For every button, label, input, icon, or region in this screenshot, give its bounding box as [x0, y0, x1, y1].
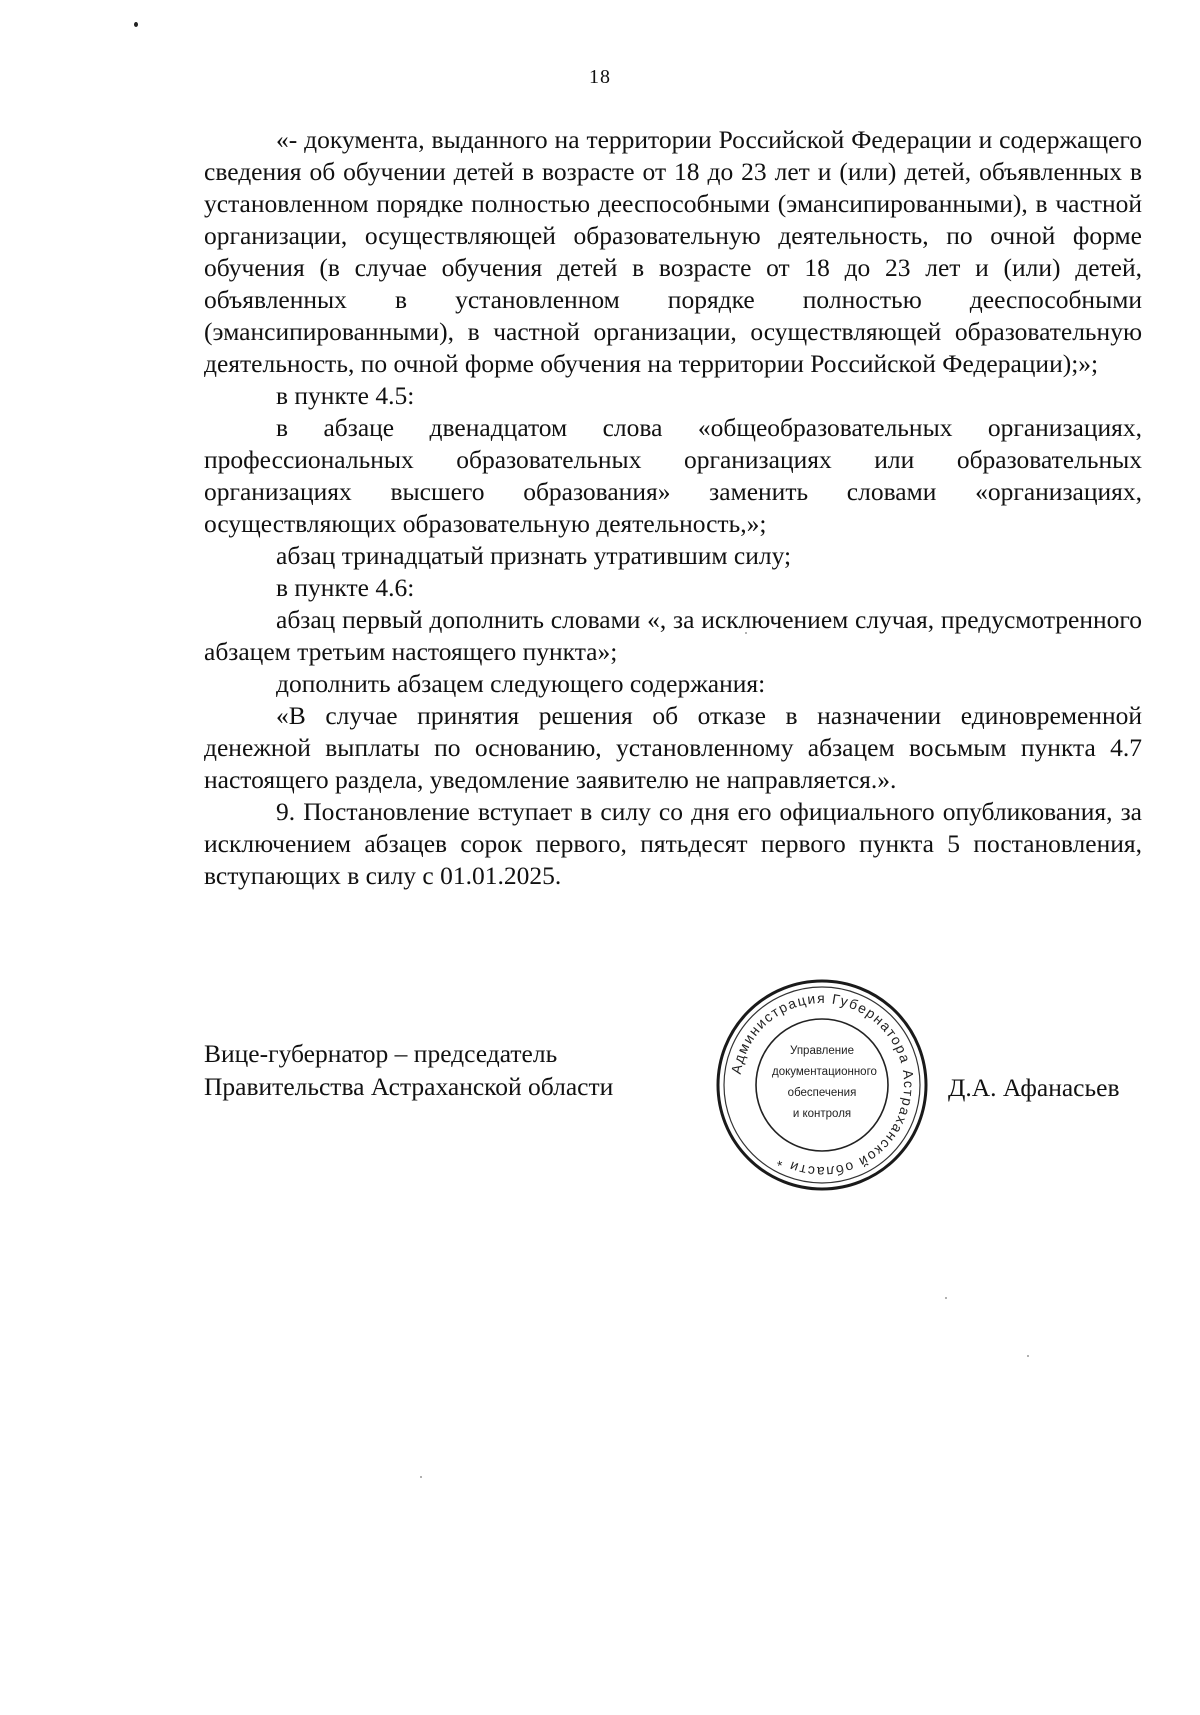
paragraph-add-abzats: дополнить абзацем следующего содержания:: [276, 669, 766, 698]
seal-center-line: обеспечения: [787, 1087, 857, 1099]
seal-center-text: [772, 1041, 877, 1125]
signatory-title-line1: Вице-губернатор – председатель: [204, 1039, 558, 1068]
seal-center-line: документационного: [772, 1066, 877, 1078]
signatory-title-line2: Правительства Астраханской области: [204, 1072, 614, 1101]
paragraph-twelfth-abzats: в абзаце двенадцатом слова «общеобразовательных организациях, профессиональных образовательных организациях или образовательных организациях высшего образования» заменить словами «организациях, осуществляющих образовательную деятельность,»;: [204, 413, 1142, 538]
paragraph-first-abzats-addition: абзац первый дополнить словами «, за исключением случая, предусмотренного абзацем третьим настоящего пункта»;: [204, 605, 1142, 666]
seal-center-line: и контроля: [792, 1108, 852, 1120]
paragraph-effective-date: 9. Постановление вступает в силу со дня его официального опубликования, за исключением абзацев сорок первого, пятьдесят первого пункта 5 постановления, вступающих в силу с 01.01.2025.: [204, 797, 1142, 890]
seal-center-line: Управление: [790, 1045, 854, 1057]
scan-artifact-dot: [134, 22, 138, 27]
paragraph-point-4-5: в пункте 4.5:: [276, 381, 415, 410]
paragraph-thirteenth-abzats: абзац тринадцатый признать утратившим силу;: [276, 541, 792, 570]
scan-speck: [945, 1297, 947, 1299]
paragraph-document-clause: «- документа, выданного на территории Российской Федерации и содержащего сведения об обучении детей в возрасте от 18 до 23 лет и (или) детей, объявленных в установленном порядке полностью дееспособными (эмансипированными), в частной организации, осуществляющей образовательную деятельность, по очной форме обучения (в случае обучения детей в возрасте от 18 до 23 лет и (или) детей, объявленных в установленном порядке полностью дееспособными (эмансипированными), в частной организации, осуществляющей образовательную деятельность, по очной форме обучения на территории Российской Федерации);»;: [204, 125, 1142, 378]
paragraph-quoted-addition: «В случае принятия решения об отказе в назначении единовременной денежной выплаты по основанию, установленному абзацем восьмым пункта 4.7 настоящего раздела, уведомление заявителю не направляется.».: [204, 701, 1142, 794]
paragraph-point-4-6: в пункте 4.6:: [276, 573, 415, 602]
seal-ring-text: Администрация Губернатора Астраханской области *: [727, 989, 918, 1181]
signatory-name: Д.А. Афанасьев: [948, 1073, 1120, 1102]
document-body: [204, 124, 1142, 892]
signatory-title: [204, 1037, 613, 1103]
page-number: 18: [589, 66, 611, 88]
official-seal: [712, 975, 932, 1195]
scan-speck: [420, 1476, 422, 1478]
scan-speck: [1027, 1355, 1029, 1357]
